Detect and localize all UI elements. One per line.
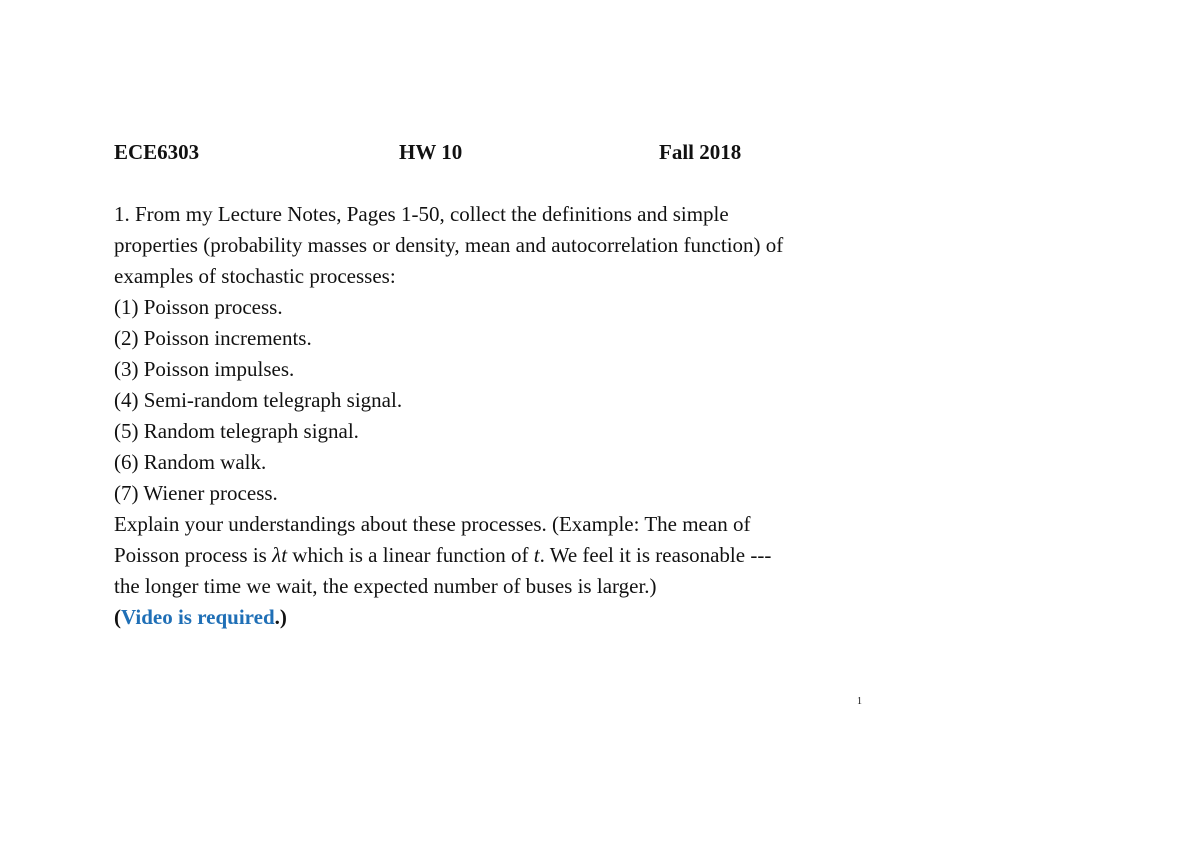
math-variable-t: t [533,543,540,567]
explain-text: which is a linear function of [287,543,534,567]
homework-number: HW 10 [399,140,463,164]
problem-body [114,199,874,633]
course-code: ECE6303 [114,140,200,164]
math-lambda-t: λt [272,543,288,567]
term-label: Fall 2018 [659,140,742,164]
explain-line [114,540,874,571]
process-list-item: (4) Semi-random telegraph signal. [114,388,403,412]
explain-line: the longer time we wait, the expected number of buses is larger.) [114,574,657,598]
problem-intro-line: examples of stochastic processes: [114,264,396,288]
video-required-note [114,602,874,633]
explain-text: Poisson process is [114,543,273,567]
paren-open: ( [114,605,121,629]
problem-intro-line: 1. From my Lecture Notes, Pages 1-50, collect the definitions and simple [114,202,729,226]
problem-intro-line: properties (probability masses or density, mean and autocorrelation function) of [114,233,784,257]
page-number: 1 [857,696,862,707]
process-list-item: (2) Poisson increments. [114,326,312,350]
video-required-text: Video is required [121,605,275,629]
process-list-item: (1) Poisson process. [114,295,283,319]
explain-line: Explain your understandings about these processes. (Example: The mean of [114,512,751,536]
paren-close: .) [274,605,287,629]
process-list-item: (5) Random telegraph signal. [114,419,359,443]
process-list-item: (6) Random walk. [114,450,267,474]
process-list-item: (3) Poisson impulses. [114,357,295,381]
process-list-item: (7) Wiener process. [114,481,278,505]
explain-text: . We feel it is reasonable --- [539,543,772,567]
document-header [114,140,814,170]
